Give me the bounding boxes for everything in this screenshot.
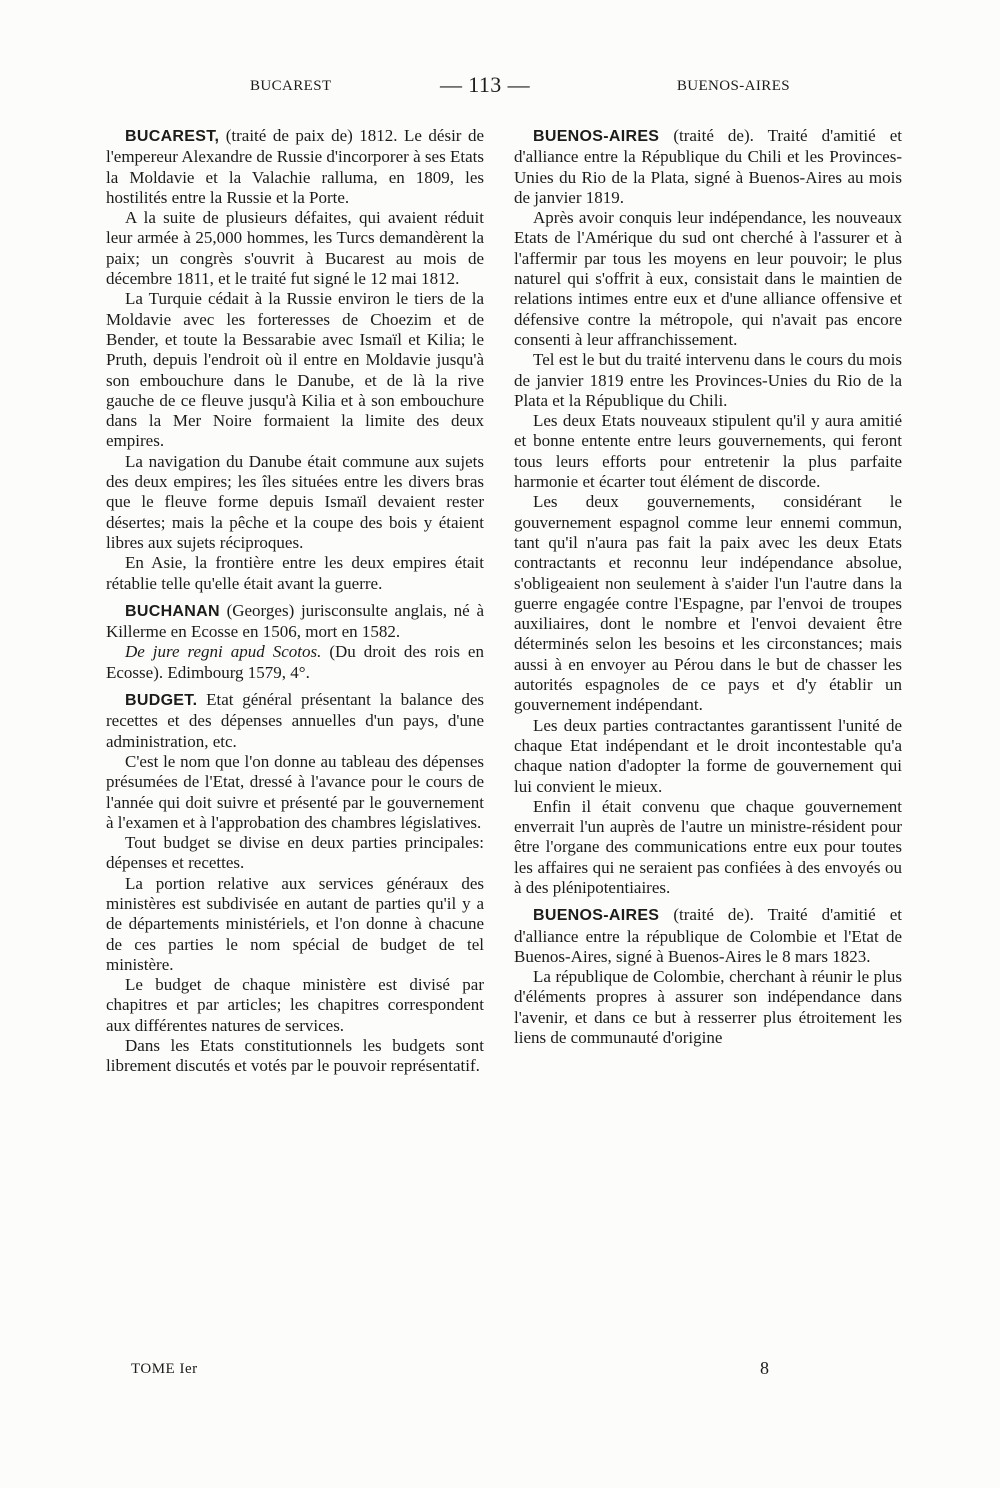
paragraph: Tel est le but du traité intervenu dans le cours du mois de janvier 1819 entre les Provinces-Unies du Rio de la Plata et la République du Chili. <box>514 350 902 410</box>
running-header <box>250 72 790 100</box>
paragraph: Les deux gouvernements, considérant le gouvernement espagnol comme leur ennemi commun, tant qu'il n'aura pas fait la paix avec les deux Etats contractants et reconnu leur indépendance absolue, s'obligeaient non seulement à s'aider l'un l'autre dans la guerre engagée contre l'Espagne, par l'envoi de troupes auxiliaires, dont le nombre et l'envoi devaient être déterminés selon les besoins et les circonstances; mais aussi à en envoyer au Pérou dans le but de chasser les autorités espagnoles de ce pays et d'y établir un gouvernement indépendant. <box>514 492 902 715</box>
volume-mark: TOME Ier <box>131 1361 198 1377</box>
entry-buenos-aires-2 <box>514 905 902 967</box>
left-column <box>106 126 484 1077</box>
entry-text: (traité de paix de) 1812. Le désir de l'empereur Alexandre de Russie d'incorporer à ses Etats la Moldavie et la Valachie ralluma, en 1809, les hostilités entre la Russie et la Porte. <box>106 126 484 207</box>
signature-mark: 8 <box>760 1358 769 1378</box>
entry-text: (traité de). Traité d'amitié et d'alliance entre la république de Colombie et l'Etat de Buenos-Aires, signé à Buenos-Aires le 8 mars 1823. <box>514 905 902 966</box>
entry-text: (traité de). Traité d'amitié et d'alliance entre la République du Chili et les Provinces-Unies du Rio de la Plata, signé à Buenos-Aires au mois de janvier 1819. <box>514 126 902 207</box>
entry-bucarest <box>106 126 484 208</box>
paragraph: La navigation du Danube était commune aux sujets des deux empires; les îles situées entre les divers bras que le fleuve forme depuis Ismaïl devaient rester désertes; mais la pêche et la coupe des bois y étaient libres aux sujets réciproques. <box>106 451 484 552</box>
entry-text: Etat général présentant la balance des recettes et des dépenses annuelles d'un pays, d'une administration, etc. <box>106 690 484 751</box>
paragraph <box>106 642 484 683</box>
paragraph: Les deux Etats nouveaux stipulent qu'il y aura amitié et bonne entente entre leurs gouvernements, qui feront tous leurs efforts pour entretenir la plus parfaite harmonie et écarter tout élément de discorde. <box>514 411 902 492</box>
paragraph: La Turquie cédait à la Russie environ le tiers de la Moldavie avec les forteresses de Choezim et de Bender, et toute la Bessarabie avec Ismaïl et Kilia; le Pruth, depuis l'endroit où il entre en Moldavie jusqu'à son embouchure dans le Danube, et de là la rive gauche de ce fleuve jusqu'à Kilia et à son embouchure dans la Mer Noire formaient la limite des deux empires. <box>106 289 484 451</box>
entry-text: (Du droit des rois en Ecosse). Edimbourg 1579, 4°. <box>106 642 484 682</box>
headword-bucarest: BUCAREST, <box>125 128 220 145</box>
paragraph: C'est le nom que l'on donne au tableau des dépenses présumées de l'Etat, dressé à l'avance pour le cours de l'année qui doit suivre et présenté par le gouvernement à l'examen et à l'approbation des chambres législatives. <box>106 751 484 832</box>
paragraph: Enfin il était convenu que chaque gouvernement enverrait l'un auprès de l'autre un ministre-résident pour être l'organe des communications entre eux pour toutes les affaires qui ne seraient pas confiées à des envoyés ou à des plénipotentiaires. <box>514 796 902 897</box>
headword-budget: BUDGET. <box>125 692 198 710</box>
entry-budget <box>106 690 484 752</box>
paragraph: Le budget de chaque ministère est divisé par chapitres et par articles; les chapitres correspondent aux différentes natures de services. <box>106 975 484 1035</box>
paragraph: Tout budget se divise en deux parties principales: dépenses et recettes. <box>106 833 484 873</box>
paragraph: En Asie, la frontière entre les deux empires était rétablie telle qu'elle était avant la guerre. <box>106 553 484 593</box>
running-head-left: BUCAREST <box>250 78 332 94</box>
headword-buenos-aires: BUENOS-AIRES <box>533 907 660 925</box>
paragraph: Après avoir conquis leur indépendance, les nouveaux Etats de l'Amérique du sud ont cherché à l'assurer et à l'affermir par tous les moyens en leur pouvoir; le plus naturel qui s'offrit à eux, consistait dans le maintien de relations intimes entre eux et d'une alliance offensive et défensive contre la métropole, qui n'avait pas encore consenti à leur affranchissement. <box>514 208 902 349</box>
headword-buenos-aires: BUENOS-AIRES <box>533 128 660 145</box>
paragraph: Dans les Etats constitutionnels les budgets sont librement discutés et votés par le pouvoir représentatif. <box>106 1036 484 1076</box>
entry-buchanan <box>106 601 484 643</box>
paragraph: A la suite de plusieurs défaites, qui avaient réduit leur armée à 25,000 hommes, les Turcs demandèrent la paix; un congrès s'ouvrit à Bucarest au mois de décembre 1811, et le traité fut signé le 12 mai 1812. <box>106 208 484 289</box>
paragraph: La république de Colombie, cherchant à réunir le plus d'éléments propres à assurer son indépendance dans l'avenir, et dans ce but à resserrer plus étroitement les liens de communauté d'origine <box>514 967 902 1048</box>
paragraph: Les deux parties contractantes garantissent l'unité de chaque Etat indépendant et le droit incontestable qu'a chaque nation d'adopter la forme de gouvernement qui lui convient le mieux. <box>514 715 902 796</box>
entry-buenos-aires-1 <box>514 126 902 208</box>
paragraph: La portion relative aux services généraux des ministères est subdivisée en autant de parties qu'il y a de départements ministériels, et l'on donne à chacune de ces parties le nom spécial de budget de tel ministère. <box>106 873 484 974</box>
book-title: De jure regni apud Scotos. <box>125 642 322 662</box>
entry-text: (Georges) jurisconsulte anglais, né à Killerme en Ecosse en 1506, mort en 1582. <box>106 600 484 642</box>
page-number: — 113 — <box>440 72 530 97</box>
headword-buchanan: BUCHANAN <box>125 602 220 620</box>
running-head-right: BUENOS-AIRES <box>676 78 790 94</box>
right-column <box>514 126 902 1048</box>
